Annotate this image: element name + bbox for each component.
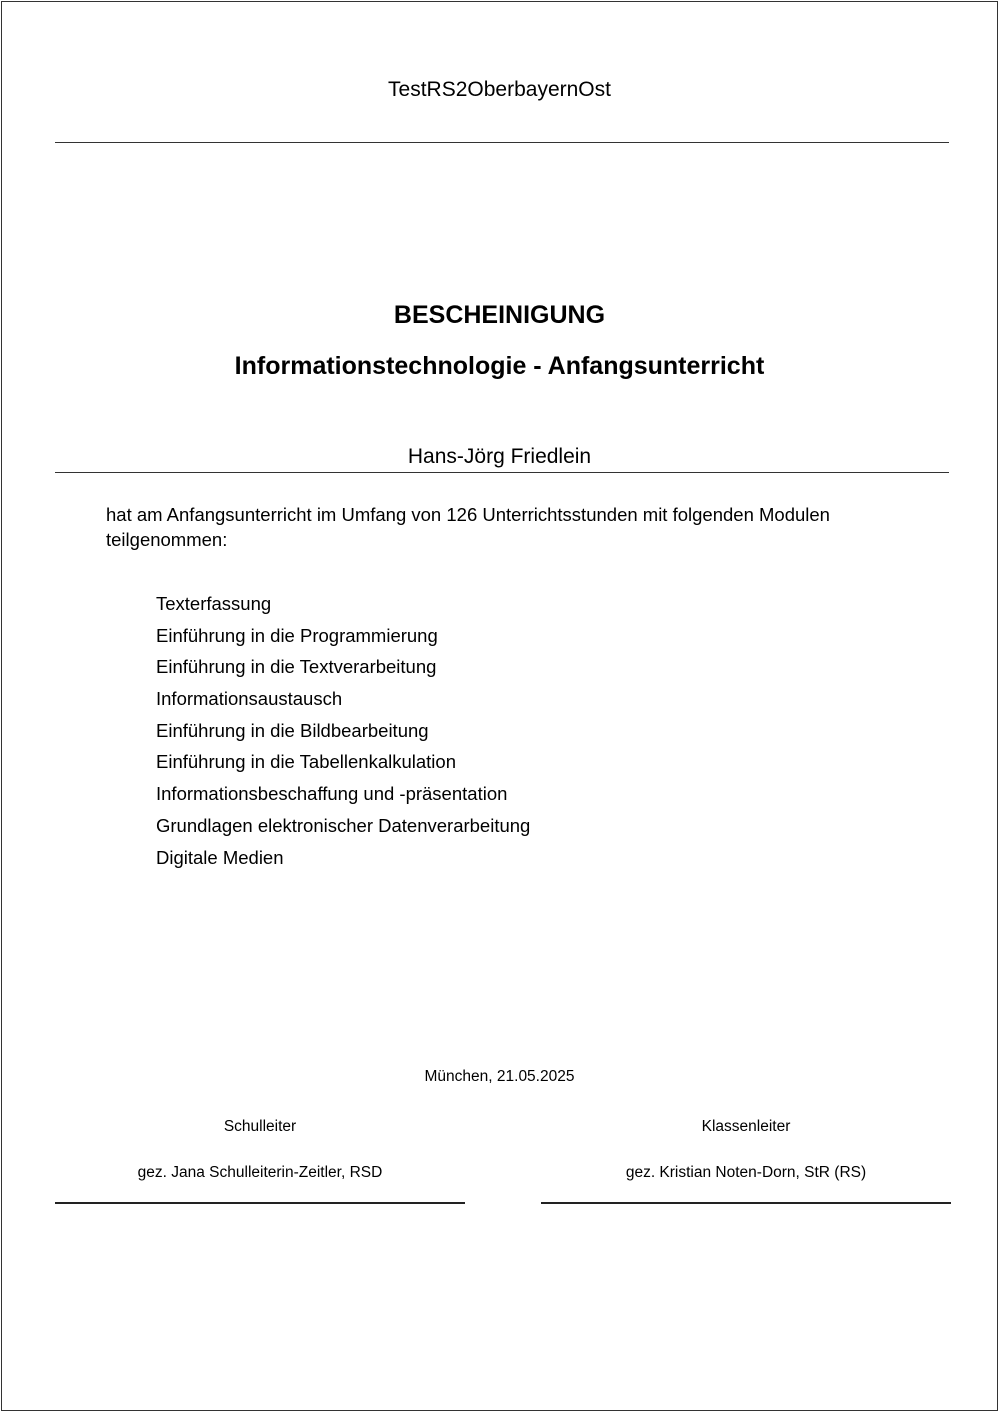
principal-role: Schulleiter bbox=[223, 1118, 297, 1135]
module-item: Informationsbeschaffung und -präsentation bbox=[156, 783, 508, 805]
principal-signature-block bbox=[55, 1116, 465, 1204]
module-item: Einführung in die Tabellenkalkulation bbox=[156, 751, 456, 773]
class-teacher-name: gez. Kristian Noten-Dorn, StR (RS) bbox=[625, 1164, 867, 1181]
module-item: Einführung in die Textverarbeitung bbox=[156, 656, 437, 678]
intro-text: hat am Anfangsunterricht im Umfang von 126 Unterrichtsstunden mit folgenden Modulen teilgenommen: bbox=[106, 504, 830, 550]
student-name-underline bbox=[55, 472, 949, 473]
document-title: BESCHEINIGUNG bbox=[393, 301, 606, 329]
class-teacher-signature-line bbox=[541, 1202, 951, 1204]
principal-name: gez. Jana Schulleiterin-Zeitler, RSD bbox=[137, 1164, 383, 1181]
principal-signature-line bbox=[55, 1202, 465, 1204]
certificate-page bbox=[1, 1, 998, 1411]
class-teacher-role: Klassenleiter bbox=[701, 1118, 791, 1135]
module-item: Grundlagen elektronischer Datenverarbeitung bbox=[156, 814, 531, 836]
document-subtitle: Informationstechnologie - Anfangsunterricht bbox=[234, 352, 765, 380]
student-name: Hans-Jörg Friedlein bbox=[407, 445, 592, 468]
school-name: TestRS2OberbayernOst bbox=[388, 78, 611, 101]
module-item: Digitale Medien bbox=[156, 846, 284, 868]
class-teacher-signature-block bbox=[541, 1116, 951, 1204]
module-item: Einführung in die Bildbearbeitung bbox=[156, 719, 429, 741]
module-list bbox=[156, 591, 530, 876]
place-date: München, 21.05.2025 bbox=[424, 1068, 575, 1085]
module-item: Einführung in die Programmierung bbox=[156, 624, 438, 646]
module-item: Informationsaustausch bbox=[156, 688, 343, 710]
header-divider bbox=[55, 142, 949, 143]
module-item: Texterfassung bbox=[156, 593, 272, 614]
